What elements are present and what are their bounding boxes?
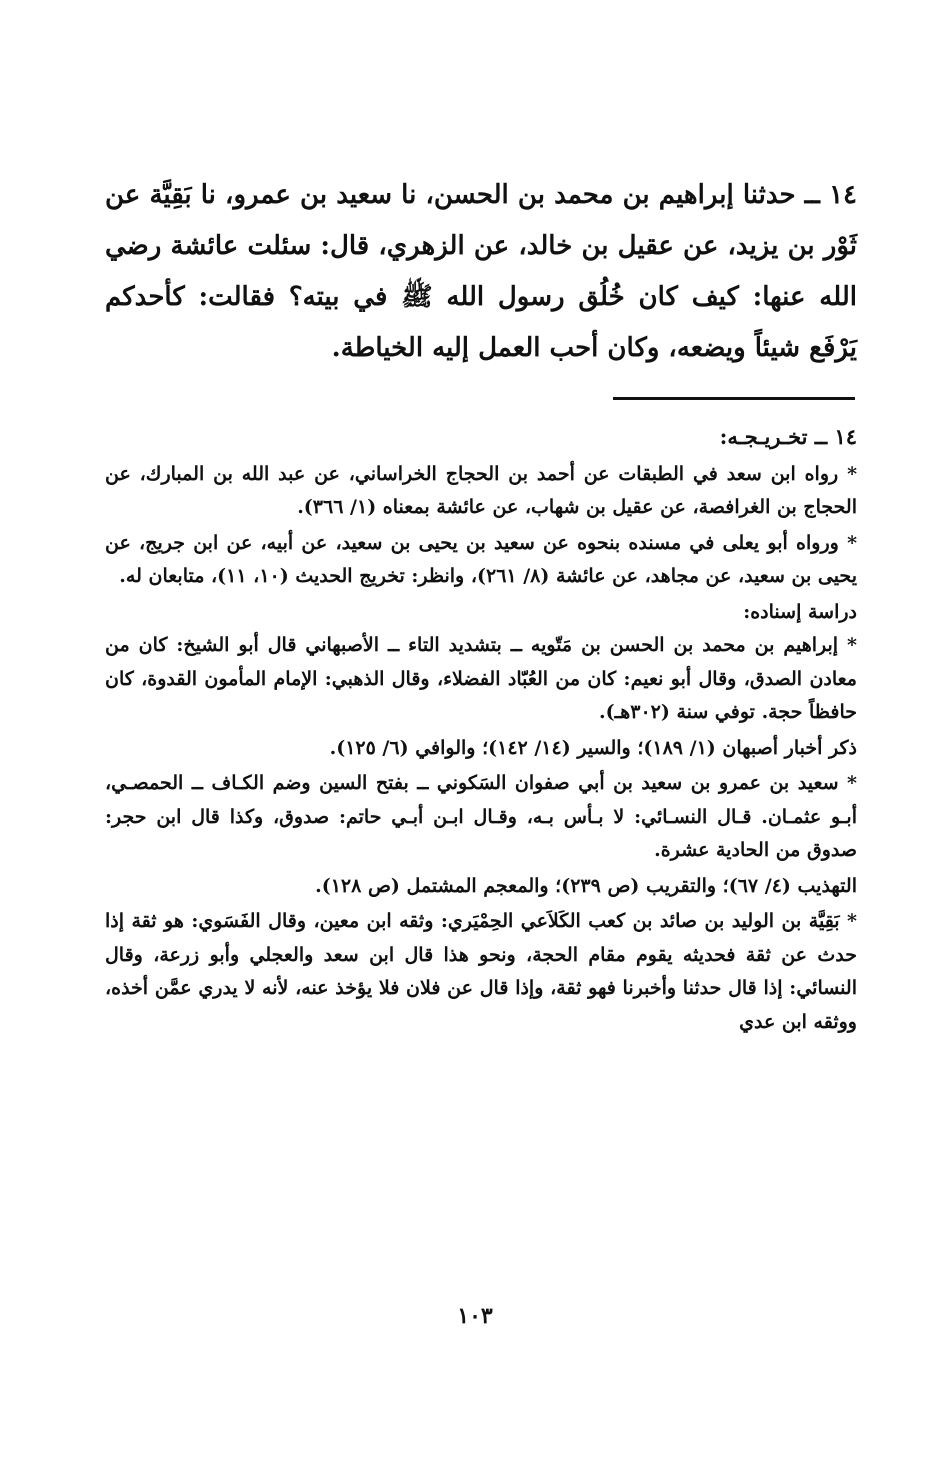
takhrij-heading: ١٤ ــ تخـريـجـه:: [719, 424, 857, 449]
isnad-narrator-saeed: * سعيد بن عمرو بن سعيد بن أبي صفوان السَكوني ــ بفتح السين وضم الكـاف ــ الحمصـي، أبـو عثمـان. قـال النسـائي: لا بـأس بـه، وقـال ابـن أبـي حاتم: صدوق، وكذا قال ابن حجر: صدوق من الحادية عشرة.: [105, 772, 857, 861]
page-number: ١٠٣: [457, 1303, 493, 1329]
hadith-text-block: [105, 170, 857, 374]
footnote-divider: [613, 397, 855, 400]
isnad-heading: دراسة إسناده:: [743, 600, 857, 623]
footnotes-block: [105, 420, 857, 1041]
hadith-paragraph: ١٤ ــ حدثنا إبراهيم بن محمد بن الحسن، نا سعيد بن عمرو، نا بَقِيَّة عن ثَوْر بن يزيد، عن عقيل بن خالد، عن الزهري، قال: سئلت عائشة رضي الله عنها: كيف كان خُلُق رسول الله ﷺ في بيته؟ فقالت: كأحدكم يَرْفَع شيئاً ويضعه، وكان أحب العمل إليه الخياطة.: [105, 180, 857, 363]
isnad-source-saeed: التهذيب (٤/ ٦٧)؛ والتقريب (ص ٢٣٩)؛ والمعجم المشتمل (ص ١٢٨).: [315, 874, 857, 897]
takhrij-paragraph-1: * رواه ابن سعد في الطبقات عن أحمد بن الحجاج الخراساني، عن عبد الله بن المبارك، عن الحجاج بن الغرافصة، عن عقيل بن شهاب، عن عائشة بمعناه (١/ ٣٦٦).: [105, 462, 857, 518]
takhrij-paragraph-2: * ورواه أبو يعلى في مسنده بنحوه عن سعيد بن يحيى بن سعيد، عن أبيه، عن ابن جريج، عن يحيى بن سعيد، عن مجاهد، عن عائشة (٨/ ٢٦١)، وانظر: تخريج الحديث (١٠، ١١)، متابعان له.: [105, 531, 857, 587]
isnad-narrator-baqiyya: * بَقِيَّة بن الوليد بن صائد بن كعب الكَلاَعي الحِمْيَري: وثقه ابن معين، وقال الفَسَوي: هو ثقة إذا حدث عن ثقة فحديثه يقوم مقام الحجة، ونحو هذا قال ابن سعد والعجلي وأبو زرعة، وقال النسائي: إذا قال حدثنا وأخبرنا فهو ثقة، وإذا قال عن فلان فلا يؤخذ عنه، لأنه لا يدري عمَّن أخذه، ووثقه ابن عدي: [105, 910, 857, 1033]
isnad-narrator-ibrahim: * إبراهيم بن محمد بن الحسن بن مَتّويه ــ بتشديد التاء ــ الأصبهاني قال أبو الشيخ: كان من معادن الصدق، وقال أبو نعيم: كان من العُبّاد الفضلاء، وقال الذهبي: الإمام المأمون القدوة، كان حافظاً حجة. توفي سنة (٣٠٢هـ).: [105, 634, 857, 723]
isnad-source-ibrahim: ذكر أخبار أصبهان (١/ ١٨٩)؛ والسير (١٤/ ١٤٢)؛ والوافي (٦/ ١٢٥).: [329, 736, 857, 759]
